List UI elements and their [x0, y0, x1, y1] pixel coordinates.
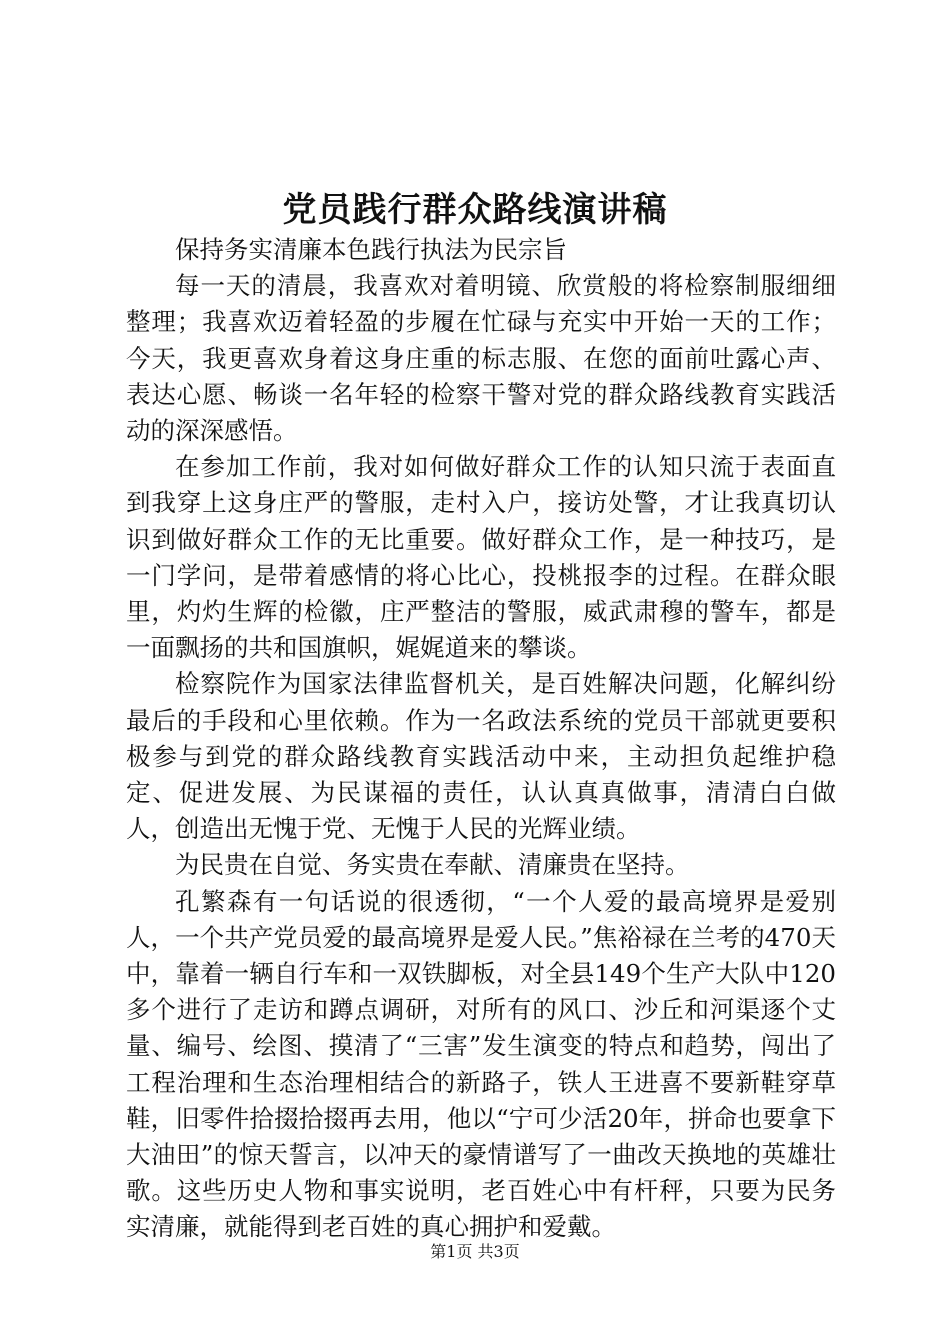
paragraph-subtitle: 保持务实清廉本色践行执法为民宗旨	[175, 235, 567, 264]
paragraph: 在参加工作前，我对如何做好群众工作的认知只流于表面直到我穿上这身庄严的警服，走村入户，接访处警，才让我真切认识到做好群众工作的无比重要。做好群众工作，是一种技巧，是一门学问，是带着感情的将心比心，投桃报李的过程。在群众眼里，灼灼生辉的检徽，庄严整洁的警服，威武肃穆的警车，都是一面飘扬的共和国旗帜，娓娓道来的攀谈。	[126, 452, 836, 663]
paragraph: 孔繁森有一句话说的很透彻，“一个人爱的最高境界是爱别人，一个共产党员爱的最高境界是爱人民。”焦裕禄在兰考的470天中，靠着一辆自行车和一双铁脚板，对全县149个生产大队中120多个进行了走访和蹲点调研，对所有的风口、沙丘和河渠逐个丈量、编号、绘图、摸清了“三害”发生演变的特点和趋势，闯出了工程治理和生态治理相结合的新路子，铁人王进喜不要新鞋穿草鞋，旧零件拾掇拾掇再去用，他以“宁可少活20年，拼命也要拿下大油田”的惊天誓言，以冲天的豪情谱写了一曲改天换地的英雄壮歌。这些历史人物和事实说明，老百姓心中有杆秤，只要为民务实清廉，就能得到老百姓的真心拥护和爱戴。	[126, 886, 836, 1242]
paragraph: 为民贵在自觉、务实贵在奉献、清廉贵在坚持。	[175, 850, 690, 880]
document-title: 党员践行群众路线演讲稿	[282, 190, 668, 230]
document-body	[126, 232, 836, 1246]
page-number-footer: 第1页 共3页	[430, 1242, 520, 1261]
paragraph: 检察院作为国家法律监督机关，是百姓解决问题，化解纠纷最后的手段和心里依赖。作为一名政法系统的党员干部就更要积极参与到党的群众路线教育实践活动中来，主动担负起维护稳定、促进发展、为民谋福的责任，认认真真做事，清清白白做人，创造出无愧于党、无愧于人民的光辉业绩。	[126, 669, 836, 844]
paragraph: 每一天的清晨，我喜欢对着明镜、欣赏般的将检察制服细细整理；我喜欢迈着轻盈的步履在忙碌与充实中开始一天的工作；今天，我更喜欢身着这身庄重的标志服、在您的面前吐露心声、表达心愿、畅谈一名年轻的检察干警对党的群众路线教育实践活动的深深感悟。	[126, 271, 836, 446]
